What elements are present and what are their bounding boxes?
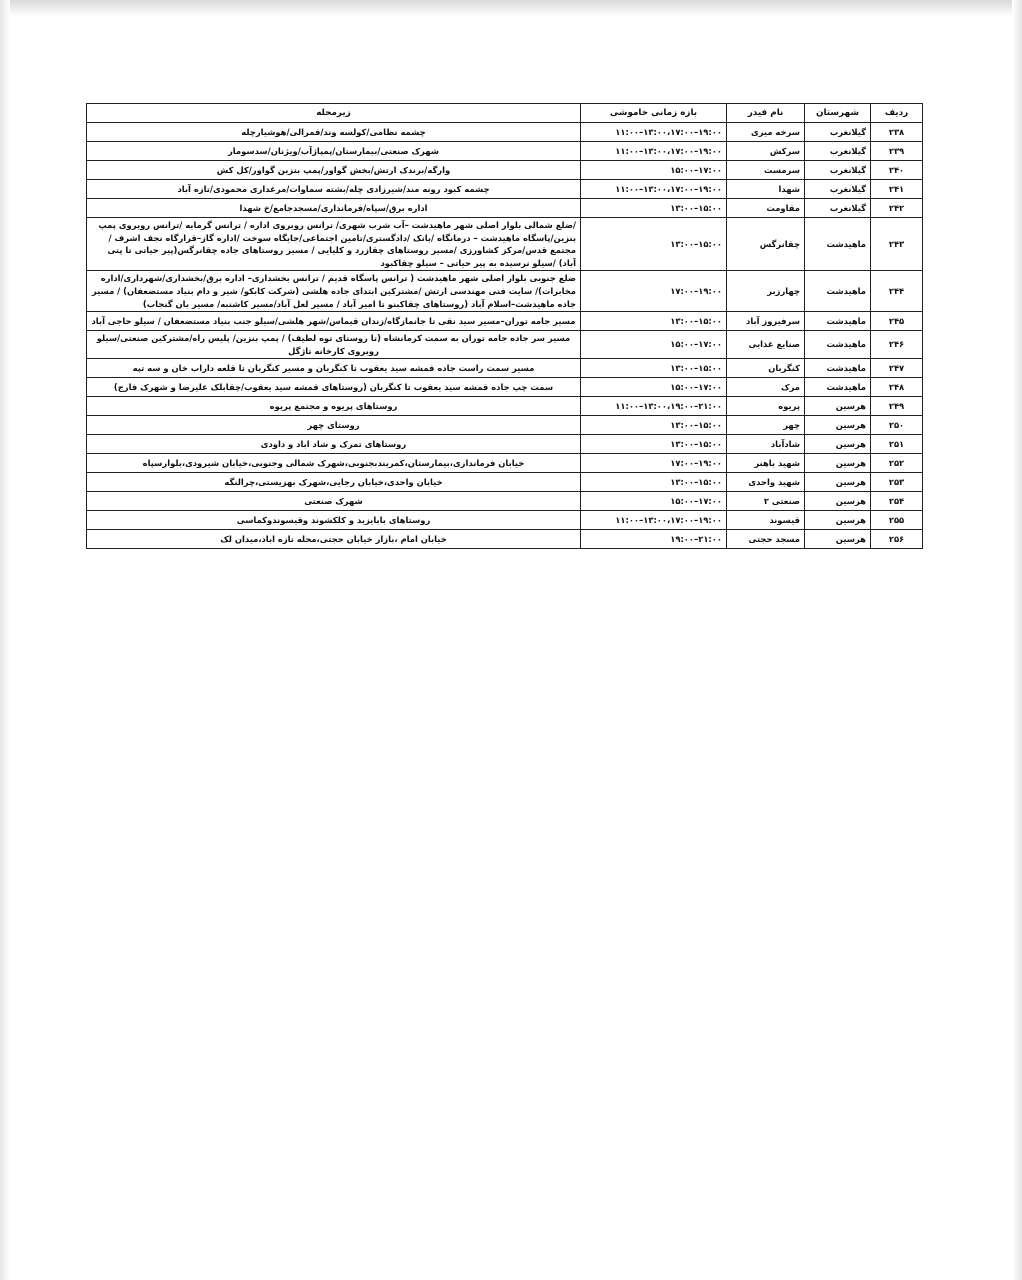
outage-time-cell: ۱۱:۰۰–۱۳:۰۰،۱۷:۰۰–۱۹:۰۰ <box>581 142 727 161</box>
sub-area-cell: مسیر سمت راست جاده قمشه سید یعقوب تا کنگربان و مسیر کنگربان تا قلعه داراب خان و سه تپه <box>87 359 581 378</box>
row-number-cell: ۲۴۵ <box>871 312 923 331</box>
outage-time-cell: ۱۳:۰۰–۱۵:۰۰ <box>581 312 727 331</box>
table-row <box>87 530 923 549</box>
row-number-cell: ۲۴۶ <box>871 331 923 359</box>
feeder-cell: کنگربان <box>727 359 805 378</box>
county-cell: گیلانغرب <box>805 123 871 142</box>
header-sub-area: زیرمحله <box>87 104 581 123</box>
table-row <box>87 312 923 331</box>
county-cell: هرسین <box>805 416 871 435</box>
outage-time-cell: ۱۵:۰۰–۱۷:۰۰ <box>581 378 727 397</box>
feeder-cell: شهید باهنر <box>727 454 805 473</box>
outage-time-cell: ۱۷:۰۰–۱۹:۰۰ <box>581 271 727 312</box>
outage-time-cell: ۱۷:۰۰–۱۹:۰۰ <box>581 454 727 473</box>
county-cell: هرسین <box>805 454 871 473</box>
feeder-cell: مسجد حجتی <box>727 530 805 549</box>
table-row <box>87 492 923 511</box>
county-cell: هرسین <box>805 473 871 492</box>
feeder-cell: شهید واحدی <box>727 473 805 492</box>
county-cell: گیلانغرب <box>805 161 871 180</box>
row-number-cell: ۲۵۴ <box>871 492 923 511</box>
feeder-cell: سرخه میری <box>727 123 805 142</box>
sub-area-cell: شهرک صنعتی/بیمارستان/پمپاژآب/ویژنان/سدسومار <box>87 142 581 161</box>
county-cell: هرسین <box>805 530 871 549</box>
feeder-cell: چقانرگس <box>727 218 805 271</box>
page-right-shadow <box>1012 0 1022 1280</box>
table-row <box>87 435 923 454</box>
table-row <box>87 161 923 180</box>
table-row <box>87 123 923 142</box>
feeder-cell: شادآباد <box>727 435 805 454</box>
row-number-cell: ۲۴۲ <box>871 199 923 218</box>
outage-time-cell: ۱۳:۰۰–۱۵:۰۰ <box>581 359 727 378</box>
feeder-cell: مرک <box>727 378 805 397</box>
county-cell: ماهیدشت <box>805 378 871 397</box>
outage-time-cell: ۱۱:۰۰–۱۳:۰۰،۱۷:۰۰–۱۹:۰۰ <box>581 180 727 199</box>
sub-area-cell: /ضلع شمالی بلوار اصلی شهر ماهیدشت –آب شرب شهری/ ترانس روبروی اداره / ترانس گرمابه /ترانس روبروی پمپ بنزین/پاسگاه ماهیدشت – درمانگاه /بانک /دادگستری/تامین اجتماعی/جایگاه سوخت /اداره گاز–قرارگاه نجف اشرف /مجتمع قدس/مرکز کشاورزی /مسیر روستاهای چقازرد و کلیایی / مسیر روستاهای جاده چقانرگس(پیر حیاتی تا پتی آباد) /سیلو نرسیده به پیر حیاتی – سیلو چقاکبود <box>87 218 581 271</box>
sub-area-cell: چشمه نظامی/کولسه وند/قمرالی/هوشیارچله <box>87 123 581 142</box>
outage-time-cell: ۱۳:۰۰–۱۵:۰۰ <box>581 199 727 218</box>
table-row <box>87 199 923 218</box>
header-feeder: نام فیدر <box>727 104 805 123</box>
feeder-cell: چهارزبر <box>727 271 805 312</box>
page-left-shadow <box>0 0 10 1280</box>
feeder-cell: پریوه <box>727 397 805 416</box>
outage-time-cell: ۱۳:۰۰–۱۵:۰۰ <box>581 473 727 492</box>
header-row-number: ردیف <box>871 104 923 123</box>
sub-area-cell: خیابان امام ،بازار خیابان حجتی،محله تازه اباد،میدان لک <box>87 530 581 549</box>
table-row <box>87 397 923 416</box>
table-row <box>87 378 923 397</box>
row-number-cell: ۲۵۵ <box>871 511 923 530</box>
row-number-cell: ۲۳۸ <box>871 123 923 142</box>
row-number-cell: ۲۵۳ <box>871 473 923 492</box>
row-number-cell: ۲۴۹ <box>871 397 923 416</box>
sub-area-cell: وارگه/برندک ارتش/بخش گواور/پمپ بنزین گواور/کل کش <box>87 161 581 180</box>
feeder-cell: صنعتی ۲ <box>727 492 805 511</box>
sub-area-cell: روستای چهر <box>87 416 581 435</box>
row-number-cell: ۲۵۱ <box>871 435 923 454</box>
county-cell: ماهیدشت <box>805 271 871 312</box>
county-cell: هرسین <box>805 435 871 454</box>
sub-area-cell: خیابان واحدی،خیابان رجایی،شهرک بهزیستی،چرالنگه <box>87 473 581 492</box>
outage-time-cell: ۱۵:۰۰–۱۷:۰۰ <box>581 331 727 359</box>
table-row <box>87 511 923 530</box>
table-row <box>87 473 923 492</box>
row-number-cell: ۲۵۲ <box>871 454 923 473</box>
county-cell: هرسین <box>805 511 871 530</box>
row-number-cell: ۲۴۳ <box>871 218 923 271</box>
feeder-cell: سرمست <box>727 161 805 180</box>
table-row <box>87 218 923 271</box>
table-row <box>87 359 923 378</box>
feeder-cell: سرفیروز آباد <box>727 312 805 331</box>
sub-area-cell: ضلع جنوبی بلوار اصلی شهر ماهیدشت ( ترانس پاسگاه قدیم / ترانس بخشداری– اداره برق/بخشداری/شهرداری/اداره مخابرات)/ سایت فنی مهندسی ارتش /مشترکین ابتدای جاده هلشی (شرکت کابکو/ شیر و دام بنیاد مستضعفان) / مسیر جاده ماهیدشت–اسلام آباد (روستاهای چقاکبنو تا امیر آباد / مسیر لعل آباد/مسیر کاشنبه/ مسیر بان گنجاب) <box>87 271 581 312</box>
outage-time-cell: ۱۱:۰۰–۱۳:۰۰،۱۷:۰۰–۱۹:۰۰ <box>581 123 727 142</box>
outage-time-cell: ۱۳:۰۰–۱۵:۰۰ <box>581 218 727 271</box>
outage-time-cell: ۱۵:۰۰–۱۷:۰۰ <box>581 492 727 511</box>
feeder-cell: سرکش <box>727 142 805 161</box>
row-number-cell: ۲۵۰ <box>871 416 923 435</box>
county-cell: ماهیدشت <box>805 331 871 359</box>
row-number-cell: ۲۴۰ <box>871 161 923 180</box>
table-row <box>87 331 923 359</box>
table-row <box>87 454 923 473</box>
county-cell: ماهیدشت <box>805 218 871 271</box>
outage-time-cell: ۱۹:۰۰–۲۱:۰۰ <box>581 530 727 549</box>
row-number-cell: ۲۳۹ <box>871 142 923 161</box>
table-row <box>87 180 923 199</box>
outage-time-cell: ۱۵:۰۰–۱۷:۰۰ <box>581 161 727 180</box>
county-cell: هرسین <box>805 492 871 511</box>
header-outage-time: بازه زمانی خاموشی <box>581 104 727 123</box>
outage-time-cell: ۱۳:۰۰–۱۵:۰۰ <box>581 435 727 454</box>
row-number-cell: ۲۴۷ <box>871 359 923 378</box>
outage-schedule-table <box>86 103 923 549</box>
sub-area-cell: اداره برق/سپاه/فرمانداری/مسجدجامع/خ شهدا <box>87 199 581 218</box>
county-cell: گیلانغرب <box>805 142 871 161</box>
row-number-cell: ۲۴۸ <box>871 378 923 397</box>
county-cell: هرسین <box>805 397 871 416</box>
table-row <box>87 416 923 435</box>
feeder-cell: چهر <box>727 416 805 435</box>
sub-area-cell: خیابان فرمانداری،بیمارستان،کمربندبجنوبی،شهرک شمالی وجنوبی،خیابان شیرودی،بلوارسپاه <box>87 454 581 473</box>
row-number-cell: ۲۴۴ <box>871 271 923 312</box>
county-cell: ماهیدشت <box>805 359 871 378</box>
sub-area-cell: روستاهای پریوه و مجتمع پریوه <box>87 397 581 416</box>
row-number-cell: ۲۴۱ <box>871 180 923 199</box>
sub-area-cell: سمت چپ جاده قمشه سید یعقوب تا کنگربان (روستاهای قمشه سید یعقوب/چقابلک علیرضا و شهرک فارج) <box>87 378 581 397</box>
sub-area-cell: روستاهای تمرک و شاد اباد و داودی <box>87 435 581 454</box>
sub-area-cell: مسیر جامه توران–مسیر سید نقی تا جانمازگاه/زندان قیماس/شهر هلشی/سیلو جنب بنیاد مستضعفان / سیلو حاجی آباد <box>87 312 581 331</box>
feeder-cell: قیسوند <box>727 511 805 530</box>
sub-area-cell: روستاهای بابایزید و کلکشوند وقیسوندوکماسی <box>87 511 581 530</box>
page-top-shadow <box>0 0 1022 16</box>
table-header-row <box>87 104 923 123</box>
table-row <box>87 142 923 161</box>
outage-time-cell: ۱۳:۰۰–۱۵:۰۰ <box>581 416 727 435</box>
sub-area-cell: شهرک صنعتی <box>87 492 581 511</box>
sub-area-cell: چشمه کبود رونه مند/شیرزادی چله/بشته سماوات/مرغداری محمودی/تازه آباد <box>87 180 581 199</box>
header-county: شهرستان <box>805 104 871 123</box>
sub-area-cell: مسیر سر جاده جامه توران به سمت کرمانشاه (تا روستای توه لطیف) / پمپ بنزین/ پلیس راه/مشترکین صنعتی/سیلو روبروی کارخانه تاژگل <box>87 331 581 359</box>
county-cell: ماهیدشت <box>805 312 871 331</box>
outage-time-cell: ۱۱:۰۰–۱۳:۰۰،۱۹:۰۰–۲۱:۰۰ <box>581 397 727 416</box>
feeder-cell: شهدا <box>727 180 805 199</box>
feeder-cell: صنایع غذایی <box>727 331 805 359</box>
feeder-cell: مقاومت <box>727 199 805 218</box>
outage-time-cell: ۱۱:۰۰–۱۳:۰۰،۱۷:۰۰–۱۹:۰۰ <box>581 511 727 530</box>
county-cell: گیلانغرب <box>805 180 871 199</box>
county-cell: گیلانغرب <box>805 199 871 218</box>
table-row <box>87 271 923 312</box>
row-number-cell: ۲۵۶ <box>871 530 923 549</box>
table-body <box>87 123 923 549</box>
